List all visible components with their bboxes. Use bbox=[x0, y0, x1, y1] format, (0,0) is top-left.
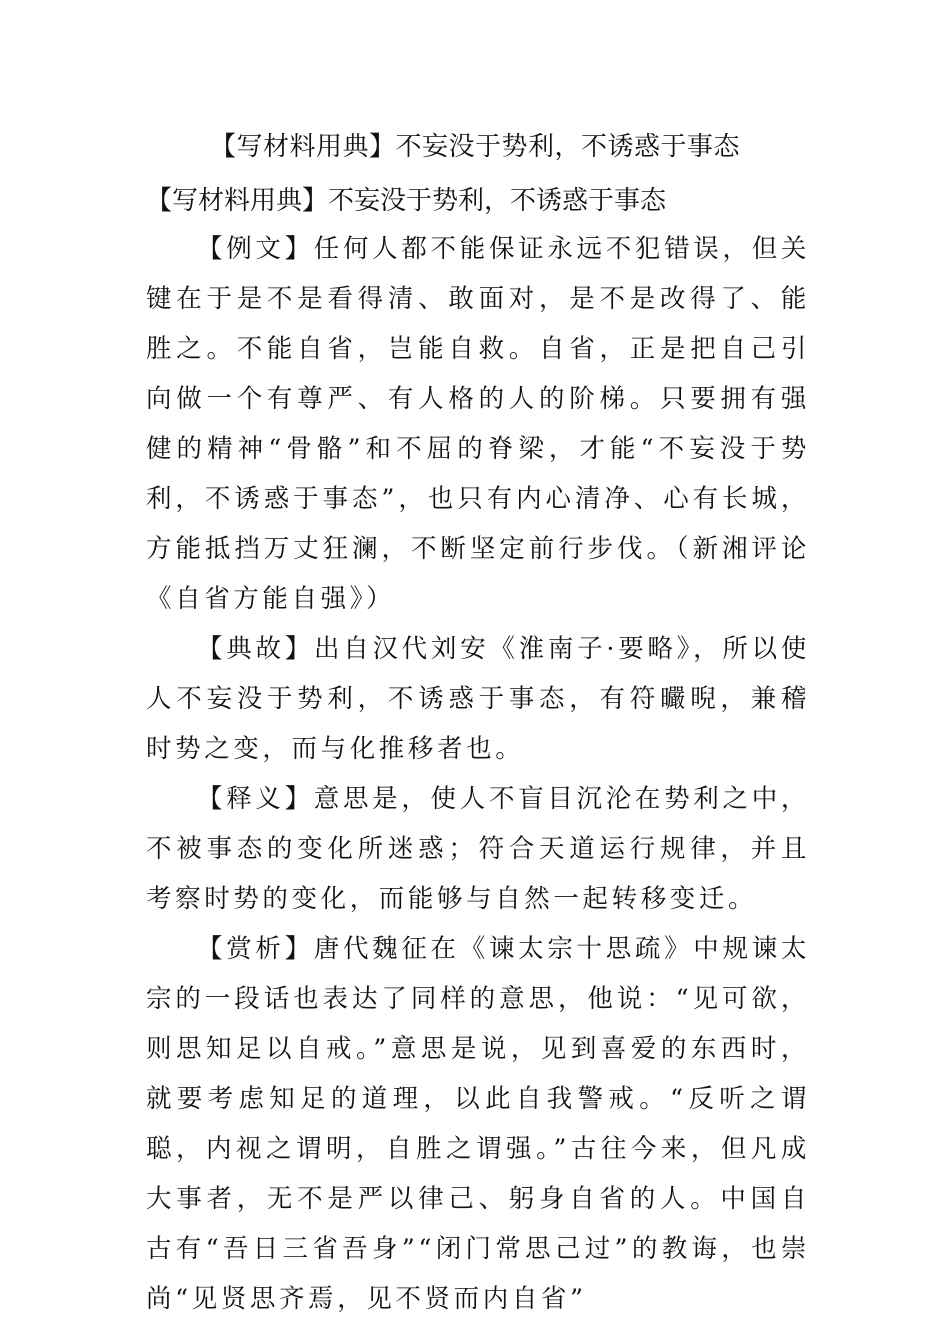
paragraph-appreciation: 【赏析】唐代魏征在《谏太宗十思疏》中规谏太宗的一段话也表达了同样的意思，他说：“见可欲，则思知足以自戒。”意思是说，见到喜爱的东西时，就要考虑知足的道理，以此自我警戒。“反听之谓聪，内视之谓明，自胜之谓强。”古往今来，但凡成大事者，无不是严以律己、躬身自省的人。中国自古有“吾日三省吾身”“闭门常思己过”的教诲，也崇尚“见贤思齐焉，见不贤而内自省” bbox=[146, 934, 810, 1314]
document-subtitle: 【写材料用典】不妄没于势利，不诱惑于事态 bbox=[146, 186, 667, 216]
paragraph-meaning: 【释义】意思是，使人不盲目沉沦在势利之中，不被事态的变化所迷惑；符合天道运行规律，并且考察时势的变化，而能够与自然一起转移变迁。 bbox=[146, 784, 810, 914]
document-title: 【写材料用典】不妄没于势利，不诱惑于事态 bbox=[209, 132, 740, 162]
paragraph-example: 【例文】任何人都不能保证永远不犯错误，但关键在于是不是看得清、敢面对，是不是改得了、能胜之。不能自省，岂能自救。自省，正是把自己引向做一个有尊严、有人格的人的阶梯。只要拥有强健的精神“骨骼”和不屈的脊梁，才能“不妄没于势利，不诱惑于事态”，也只有内心清净、心有长城，方能抵挡万丈狂澜，不断坚定前行步伐。（新湘评论《自省方能自强》） bbox=[146, 234, 810, 614]
paragraph-allusion: 【典故】出自汉代刘安《淮南子·要略》，所以使人不妄没于势利，不诱惑于事态，有符曮晲，兼稽时势之变，而与化推移者也。 bbox=[146, 634, 810, 764]
document-body bbox=[146, 224, 810, 1324]
